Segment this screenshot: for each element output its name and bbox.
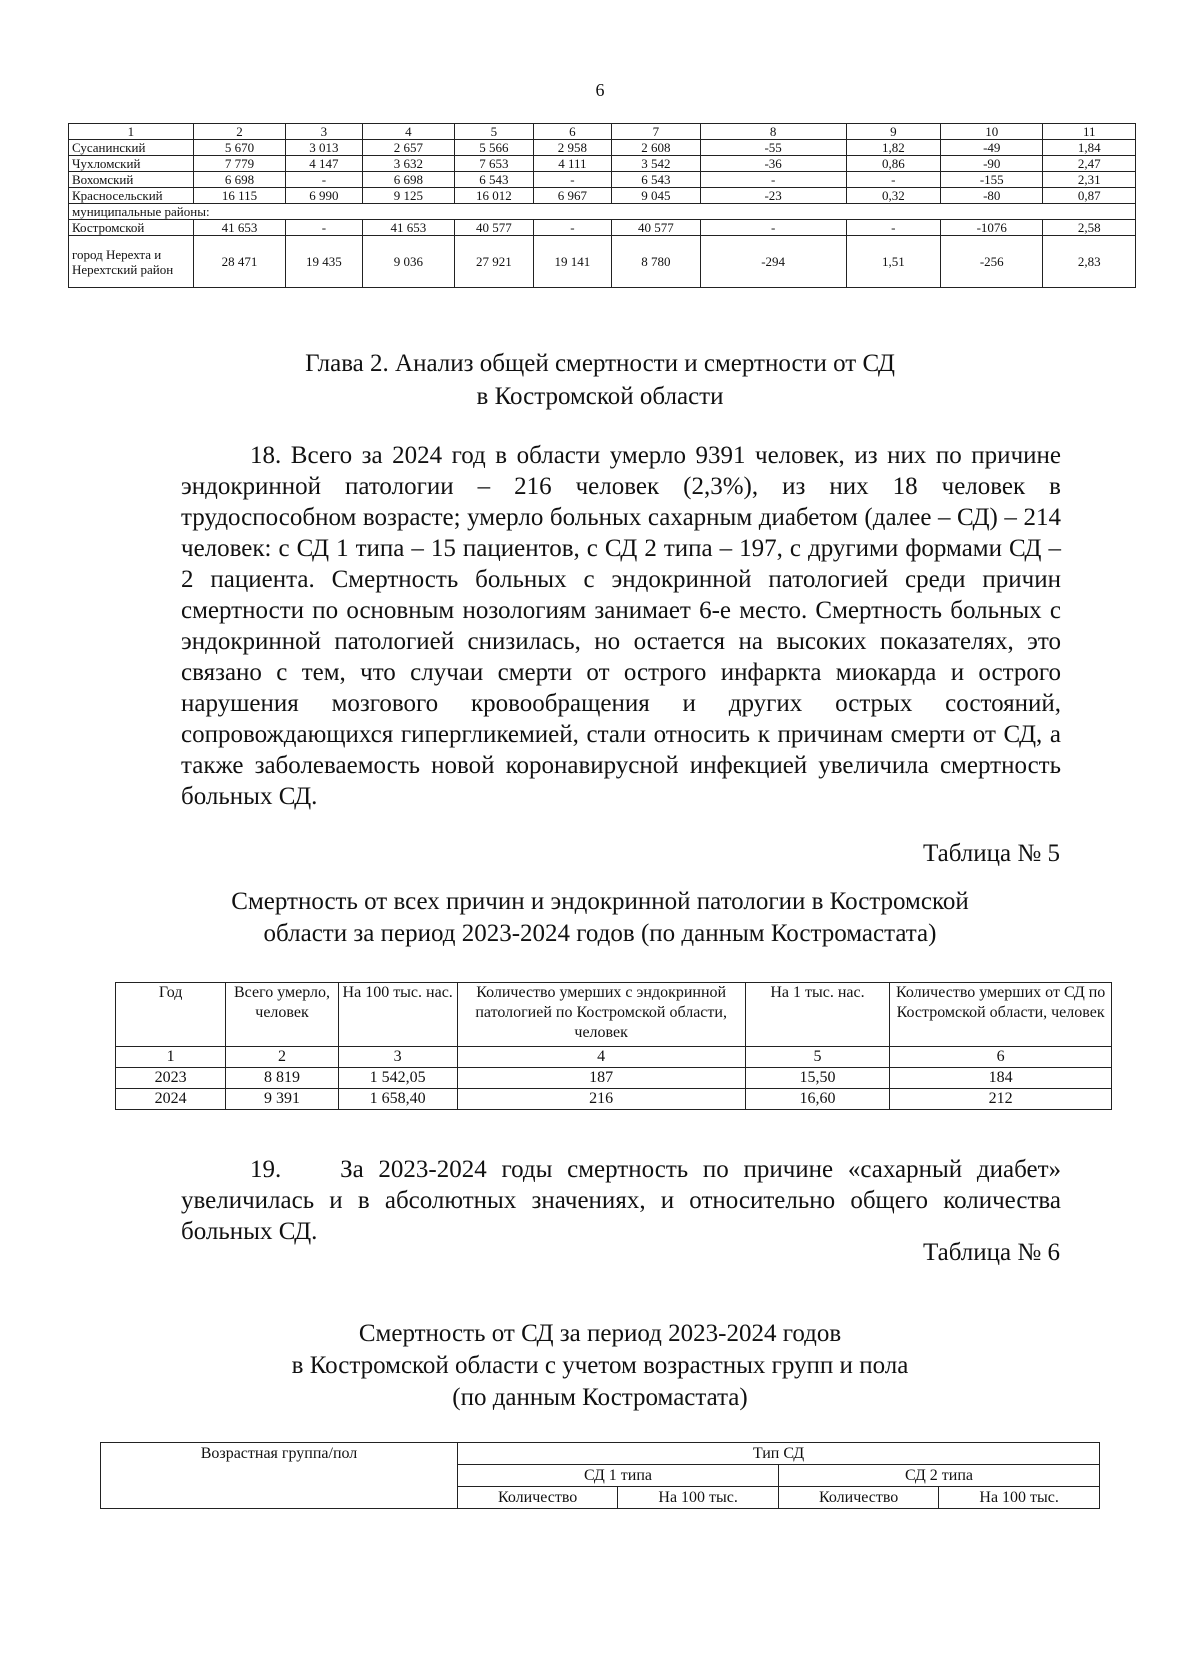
table-cell: 6 990: [286, 188, 363, 204]
table-cell: 2: [193, 124, 285, 140]
table-5: [115, 982, 1112, 1110]
table-cell: 212: [890, 1089, 1112, 1110]
table-cell: 0,86: [846, 156, 940, 172]
table-index-row: [116, 1047, 1112, 1068]
table-cell: 8: [700, 124, 846, 140]
table-cell: 6 698: [193, 172, 285, 188]
table-cell: 1 658,40: [338, 1089, 457, 1110]
table-cell: 19 435: [286, 236, 363, 288]
table-cell: 16 012: [455, 188, 534, 204]
table-cell: -: [846, 220, 940, 236]
table-6: [100, 1442, 1100, 1509]
table-cell: 6: [890, 1047, 1112, 1068]
table-cell: 6 698: [362, 172, 454, 188]
table-title-line: в Костромской области с учетом возрастных групп и пола: [291, 1352, 909, 1379]
paragraph-18: [181, 440, 1061, 812]
table-cell: -256: [941, 236, 1043, 288]
table-cell: 41 653: [362, 220, 454, 236]
table-cell: 2,47: [1043, 156, 1136, 172]
table-cell: Костромской: [69, 220, 194, 236]
table-cell: -23: [700, 188, 846, 204]
table-cell: -: [286, 220, 363, 236]
table-cell: -: [286, 172, 363, 188]
table-cell: -: [533, 220, 612, 236]
table-cell: 15,50: [745, 1068, 890, 1089]
table-cell: Вохомский: [69, 172, 194, 188]
table-cell: 187: [457, 1068, 745, 1089]
table-cell: 16 115: [193, 188, 285, 204]
table-header-cell: Количество умерших от СД по Костромской области, человек: [890, 983, 1112, 1047]
table-cell: 2,31: [1043, 172, 1136, 188]
table-header-row: [69, 124, 1136, 140]
section-label: муниципальные районы:: [69, 204, 1136, 220]
table-section-row: [69, 204, 1136, 220]
table-cell: 1 542,05: [338, 1068, 457, 1089]
table-header-cell: На 100 тыс.: [618, 1487, 779, 1509]
chapter-title-line: Глава 2. Анализ общей смертности и смертности от СД: [305, 350, 895, 377]
table-cell: -80: [941, 188, 1043, 204]
table-cell: 0,87: [1043, 188, 1136, 204]
table-cell: -155: [941, 172, 1043, 188]
table-title-line: Смертность от всех причин и эндокринной патологии в Костромской: [231, 888, 969, 915]
table-header-cell: СД 2 типа: [778, 1465, 1099, 1487]
table-header-cell: Количество: [778, 1487, 938, 1509]
table-cell: 3: [286, 124, 363, 140]
table-cell: 184: [890, 1068, 1112, 1089]
table-header-cell: Количество умерших с эндокринной патологией по Костромской области, человек: [457, 983, 745, 1047]
table-cell: 0,32: [846, 188, 940, 204]
table-cell: 6 543: [455, 172, 534, 188]
table-cell: 4: [362, 124, 454, 140]
table-row: [116, 1068, 1112, 1089]
table-cell: 16,60: [745, 1089, 890, 1110]
table-cell: Красносельский: [69, 188, 194, 204]
table-cell: 4 147: [286, 156, 363, 172]
top-table: [68, 123, 1136, 288]
table-cell: Сусанинский: [69, 140, 194, 156]
table-header-cell: На 1 тыс. нас.: [745, 983, 890, 1047]
table-cell: 5: [455, 124, 534, 140]
table-cell: 8 780: [612, 236, 700, 288]
table-cell: 1,84: [1043, 140, 1136, 156]
table-header-cell: Всего умерло, человек: [226, 983, 338, 1047]
table-cell: 28 471: [193, 236, 285, 288]
table-6-label: Таблица № 6: [922, 1239, 1060, 1266]
table-cell: 7 779: [193, 156, 285, 172]
table-cell: 2: [226, 1047, 338, 1068]
table-cell: 7 653: [455, 156, 534, 172]
table-header-cell: Год: [116, 983, 226, 1047]
page-number: 6: [595, 80, 605, 100]
table-cell: -90: [941, 156, 1043, 172]
table-cell: 4 111: [533, 156, 612, 172]
table-header-cell: Возрастная группа/пол: [101, 1443, 458, 1509]
table-cell: город Нерехта и Нерехтский район: [69, 236, 194, 288]
table-6-title: [0, 1318, 1200, 1414]
table-cell: 2 958: [533, 140, 612, 156]
table-header-row: [116, 983, 1112, 1047]
table-cell: 5 566: [455, 140, 534, 156]
chapter-title-line: в Костромской области: [476, 383, 724, 410]
table-cell: 1: [69, 124, 194, 140]
table-row: [69, 236, 1136, 288]
table-cell: -1076: [941, 220, 1043, 236]
table-row: [69, 188, 1136, 204]
table-cell: 2,83: [1043, 236, 1136, 288]
paragraph-text: 18. Всего за 2024 год в области умерло 9391 человек, из них по причине эндокринной патологии – 216 человек (2,3%), из них 18 человек в трудоспособном возрасте; умерло больных сахарным диабетом (далее – СД) – 214 человек: с СД 1 типа – 15 пациентов, с СД 2 типа – 197, с другими формами СД – 2 пациента. Смертность больных с эндокринной патологией среди причин смертности по основным нозологиям занимает 6-е место. Смертность больных с эндокринной патологией снизилась, но остается на высоких показателях, это связано с тем, что случаи смерти от острого инфаркта миокарда и острого нарушения мозгового кровообращения и других острых состояний, сопровождающихся гипергликемией, стали относить к причинам смерти от СД, а также заболеваемость новой коронавирусной инфекцией увеличила смертность больных СД.: [181, 442, 1061, 810]
table-cell: 40 577: [455, 220, 534, 236]
table-cell: 10: [941, 124, 1043, 140]
table-cell: 3: [338, 1047, 457, 1068]
table-cell: 6 967: [533, 188, 612, 204]
table-cell: 9 125: [362, 188, 454, 204]
table-cell: 7: [612, 124, 700, 140]
table-cell: 2 657: [362, 140, 454, 156]
table-row: [69, 140, 1136, 156]
table-cell: 8 819: [226, 1068, 338, 1089]
table-cell: 27 921: [455, 236, 534, 288]
table-title-line: (по данным Костромастата): [452, 1384, 748, 1411]
table-header-cell: Количество: [458, 1487, 618, 1509]
table-header-cell: На 100 тыс. нас.: [338, 983, 457, 1047]
table-cell: -36: [700, 156, 846, 172]
table-cell: 9: [846, 124, 940, 140]
table-cell: 3 632: [362, 156, 454, 172]
table-cell: 19 141: [533, 236, 612, 288]
table-header-row: [101, 1443, 1100, 1465]
table-cell: 2024: [116, 1089, 226, 1110]
table-cell: 2,58: [1043, 220, 1136, 236]
table-cell: 3 542: [612, 156, 700, 172]
table-cell: -: [700, 220, 846, 236]
table-cell: -: [700, 172, 846, 188]
table-cell: 1,51: [846, 236, 940, 288]
table-cell: -49: [941, 140, 1043, 156]
table-cell: 9 036: [362, 236, 454, 288]
table-row: [69, 220, 1136, 236]
table-cell: 1,82: [846, 140, 940, 156]
table-cell: 3 013: [286, 140, 363, 156]
table-header-cell: СД 1 типа: [458, 1465, 779, 1487]
table-cell: 41 653: [193, 220, 285, 236]
table-cell: 1: [116, 1047, 226, 1068]
table-5-label: Таблица № 5: [922, 840, 1060, 867]
table-cell: 9 045: [612, 188, 700, 204]
paragraph-text: 19. За 2023-2024 годы смертность по причине «сахарный диабет» увеличилась и в абсолютных значениях, и относительно общего количества больных СД.: [181, 1156, 1061, 1245]
table-row: [69, 172, 1136, 188]
table-cell: -294: [700, 236, 846, 288]
table-cell: 2023: [116, 1068, 226, 1089]
table-header-cell: Тип СД: [458, 1443, 1100, 1465]
table-cell: -55: [700, 140, 846, 156]
table-cell: 40 577: [612, 220, 700, 236]
table-cell: 9 391: [226, 1089, 338, 1110]
table-title-line: Смертность от СД за период 2023-2024 годов: [358, 1320, 842, 1347]
table-cell: -: [846, 172, 940, 188]
table-cell: 4: [457, 1047, 745, 1068]
table-cell: 5: [745, 1047, 890, 1068]
table-row: [116, 1089, 1112, 1110]
table-cell: 6: [533, 124, 612, 140]
table-cell: 11: [1043, 124, 1136, 140]
table-cell: 2 608: [612, 140, 700, 156]
table-row: [69, 156, 1136, 172]
table-cell: -: [533, 172, 612, 188]
chapter-heading: [0, 347, 1200, 413]
table-5-title: [0, 886, 1200, 950]
table-title-line: области за период 2023-2024 годов (по данным Костромастата): [263, 920, 937, 947]
table-cell: 6 543: [612, 172, 700, 188]
table-cell: 5 670: [193, 140, 285, 156]
table-header-cell: На 100 тыс.: [939, 1487, 1100, 1509]
table-cell: 216: [457, 1089, 745, 1110]
table-cell: Чухломский: [69, 156, 194, 172]
paragraph-19: [181, 1154, 1061, 1247]
